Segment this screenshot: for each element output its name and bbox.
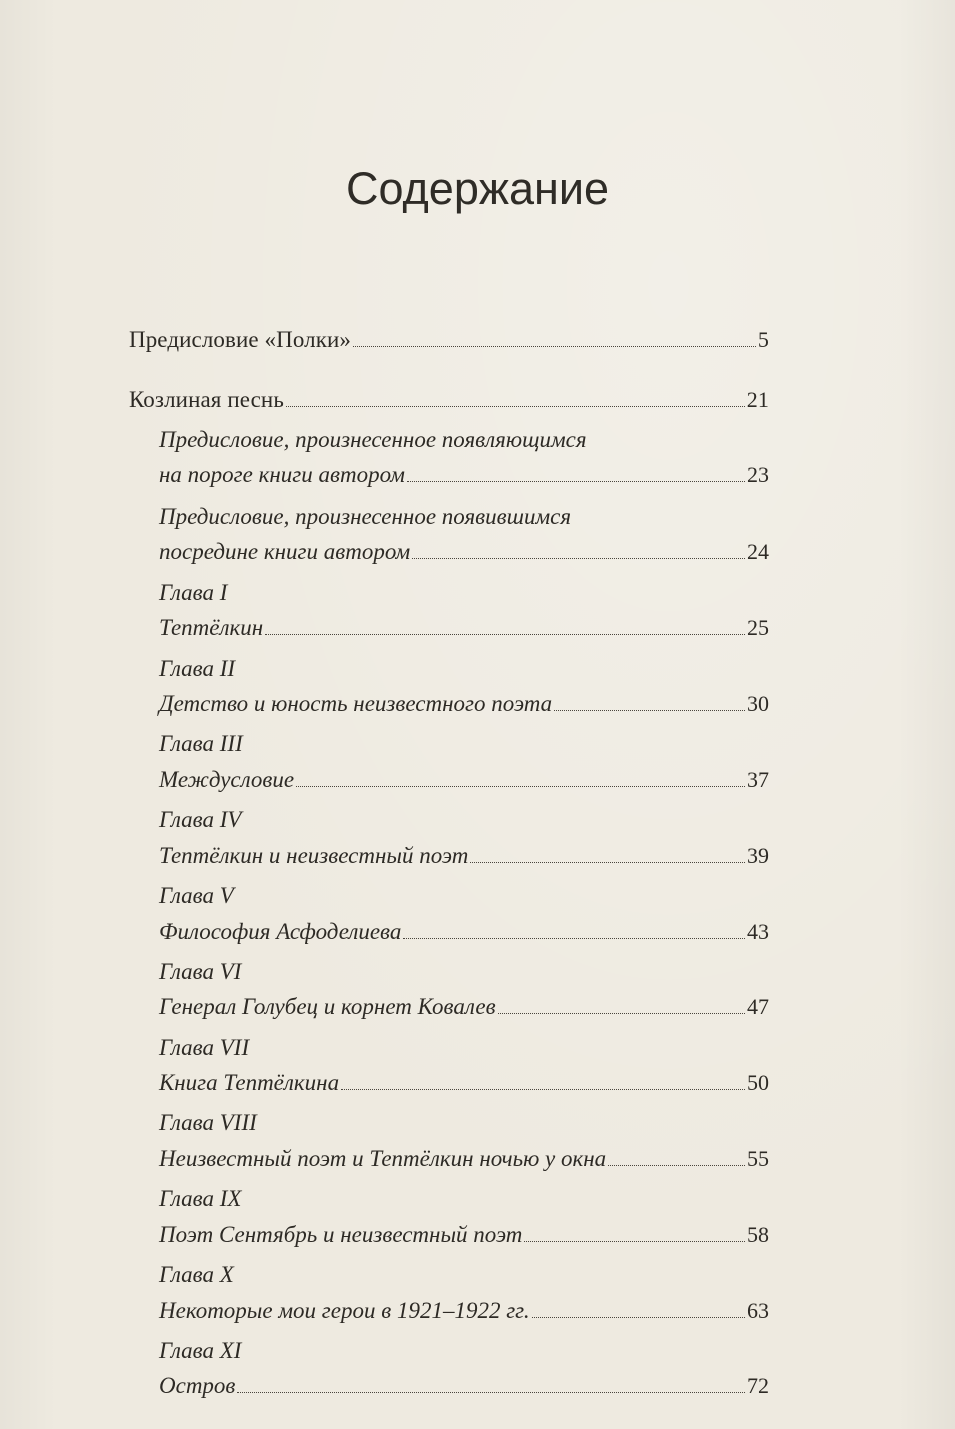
chapter-number: Глава VI [159, 959, 242, 984]
toc-subentry[interactable] [159, 841, 769, 871]
toc-page-number: 55 [747, 1146, 769, 1171]
toc-subentry-title: Остров [159, 1373, 236, 1398]
chapter-number: Глава X [159, 1262, 234, 1287]
chapter-label [159, 1184, 769, 1214]
dot-leader [265, 633, 745, 635]
toc-entry[interactable] [129, 385, 769, 415]
toc-subentry[interactable] [159, 613, 769, 643]
toc-subentry-title: Тептёлкин и неизвестный поэт [159, 843, 469, 868]
toc-subentry[interactable] [159, 1068, 769, 1098]
toc-subentry-title: посредине книги автором [159, 539, 411, 564]
chapter-label [159, 654, 769, 684]
chapter-label [159, 805, 769, 835]
toc-subentry[interactable] [159, 460, 769, 490]
dot-leader [554, 709, 745, 711]
dot-leader [412, 557, 745, 559]
toc-subentry[interactable] [159, 992, 769, 1022]
toc-page-number: 30 [747, 691, 769, 716]
toc-page-number: 23 [747, 462, 769, 487]
toc-subentry-title: Генерал Голубец и корнет Ковалев [159, 994, 496, 1019]
dot-leader [532, 1316, 745, 1318]
dot-leader [296, 785, 745, 787]
toc-subentry[interactable] [159, 1371, 769, 1401]
toc-page-number: 72 [747, 1373, 769, 1398]
chapter-number: Глава II [159, 656, 236, 681]
chapter-label [159, 1260, 769, 1290]
chapter-number: Глава III [159, 731, 243, 756]
dot-leader [353, 345, 756, 347]
toc-subentry[interactable] [159, 1296, 769, 1326]
chapter-label [159, 881, 769, 911]
toc-subentry-title: на пороге книги автором [159, 462, 405, 487]
dot-leader [608, 1164, 745, 1166]
toc-page-number: 39 [747, 843, 769, 868]
dot-leader [498, 1012, 745, 1014]
chapter-number: Глава XI [159, 1338, 242, 1363]
toc-subentry[interactable] [159, 1220, 769, 1250]
toc-page-number: 21 [746, 387, 769, 412]
toc-page-number: 63 [747, 1298, 769, 1323]
toc-subentry-title: Поэт Сентябрь и неизвестный поэт [159, 1222, 523, 1247]
chapter-label [159, 1033, 769, 1063]
toc-subentry-heading [159, 425, 769, 455]
toc-subentry-title: Неизвестный поэт и Тептёлкин ночью у окна [159, 1146, 607, 1171]
toc-entry-title: Козлиная песнь [129, 387, 284, 412]
toc-subentry[interactable] [159, 537, 769, 567]
toc-page-number: 58 [747, 1222, 769, 1247]
dot-leader [407, 480, 745, 482]
toc-page-number: 37 [747, 767, 769, 792]
toc-subentry-title: Некоторые мои герои в 1921–1922 гг. [159, 1298, 530, 1323]
toc-subentry-heading [159, 502, 769, 532]
chapter-label [159, 957, 769, 987]
toc-subentry-line1: Предисловие, произнесенное появляющимся [159, 427, 587, 452]
dot-leader [470, 861, 745, 863]
toc-subentry-title: Детство и юность неизвестного поэта [159, 691, 553, 716]
chapter-number: Глава VIII [159, 1110, 257, 1135]
toc-page-number: 24 [747, 539, 769, 564]
toc-subentry[interactable] [159, 765, 769, 795]
toc-subentry[interactable] [159, 917, 769, 947]
chapter-number: Глава IX [159, 1186, 242, 1211]
toc-entry[interactable] [129, 325, 769, 355]
chapter-number: Глава VII [159, 1035, 250, 1060]
page-title: Содержание [346, 163, 609, 214]
toc-page-number: 25 [747, 615, 769, 640]
chapter-number: Глава IV [159, 807, 242, 832]
toc-subentry-title: Тептёлкин [159, 615, 264, 640]
toc-subentry[interactable] [159, 1144, 769, 1174]
toc-subentry-title: Книга Тептёлкина [159, 1070, 340, 1095]
toc-page-number: 47 [747, 994, 769, 1019]
toc-entry-title: Предисловие «Полки» [129, 327, 352, 352]
toc-page-number: 5 [757, 327, 769, 352]
chapter-label [159, 729, 769, 759]
toc-subentry-title: Философия Асфоделиева [159, 919, 402, 944]
chapter-label [159, 1336, 769, 1366]
chapter-number: Глава I [159, 580, 228, 605]
dot-leader [341, 1088, 745, 1090]
chapter-number: Глава V [159, 883, 234, 908]
toc-subentry-title: Междусловие [159, 767, 295, 792]
dot-leader [403, 937, 745, 939]
toc-subentry[interactable] [159, 689, 769, 719]
toc-page-number: 43 [747, 919, 769, 944]
chapter-label [159, 578, 769, 608]
dot-leader [286, 405, 745, 407]
toc-page-number: 50 [747, 1070, 769, 1095]
dot-leader [237, 1391, 745, 1393]
chapter-label [159, 1108, 769, 1138]
toc-subentry-line1: Предисловие, произнесенное появившимся [159, 504, 572, 529]
dot-leader [524, 1240, 745, 1242]
